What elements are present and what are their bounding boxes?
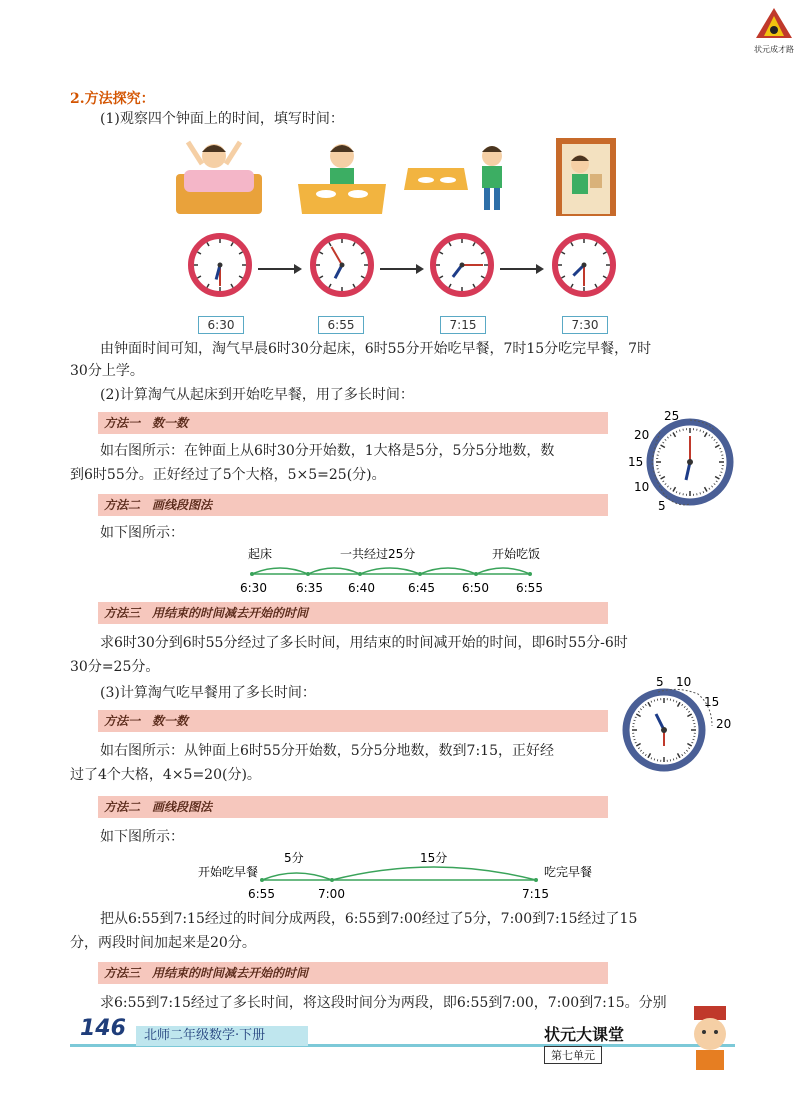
method-1-label: 方法一 数一数 [104, 416, 189, 430]
timeline2-seg1: 5分 [284, 851, 304, 865]
clock2-mark-20: 20 [716, 717, 732, 731]
summary-line-2: 30分上学。 [70, 363, 144, 379]
illustration-getting-up [174, 134, 266, 218]
section-heading: 2.方法探究： [70, 91, 155, 107]
method-3-label: 方法三 用结束的时间减去开始的时间 [104, 606, 309, 620]
see-below-2: 如下图所示： [100, 829, 184, 845]
clock2-mark-15: 15 [704, 695, 720, 709]
unit-label: 第七单元 [544, 1046, 602, 1064]
method-3-line-2: 30分=25分。 [70, 659, 160, 675]
clock-face-3 [433, 236, 491, 294]
method-1b-line-2: 过了4个大格，4×5=20(分)。 [70, 767, 261, 783]
clock1-mark-5: 5 [658, 499, 666, 512]
clock-face-2 [313, 236, 371, 294]
timeline2-tick-0: 6:55 [248, 887, 275, 901]
method-1b-band [98, 710, 608, 732]
timeline-1 [230, 544, 570, 598]
method-2b-label: 方法二 画线段图法 [104, 800, 213, 814]
split-line-1: 把从6:55到7:15经过的时间分成两段，6:55到7:00经过了5分，7:00到7:15经过了15 [100, 911, 638, 927]
timeline1-start-label: 起床 [248, 547, 273, 561]
question-3: (3)计算淘气吃早餐用了多长时间： [100, 685, 316, 701]
mascot-illustration [680, 1004, 740, 1074]
timeline1-tick-5: 6:55 [516, 581, 543, 595]
logo-text: 状元成才路 [754, 45, 794, 54]
clock1-mark-20: 20 [634, 428, 650, 442]
method-3-line-1: 求6时30分到6时55分经过了多长时间，用结束的时间减开始的时间，即6时55分-6时 [100, 635, 628, 651]
timeline1-tick-2: 6:40 [348, 581, 375, 595]
method-1-line-1: 如右图所示：在钟面上从6时30分开始数，1大格是5分，5分5分地数，数 [100, 443, 555, 459]
see-below-1: 如下图所示： [100, 525, 184, 541]
method-3-band [98, 602, 608, 624]
timeline2-tick-1: 7:00 [318, 887, 345, 901]
arrow-2 [380, 268, 422, 270]
timeline1-tick-3: 6:45 [408, 581, 435, 595]
last-line: 求6:55到7:15经过了多长时间，将这段时间分为两段，即6:55到7:00，7:00到7:15。分别 [100, 995, 667, 1011]
timeline1-tick-4: 6:50 [462, 581, 489, 595]
page-number: 146 [80, 1016, 126, 1041]
timeline2-seg2: 15分 [420, 851, 448, 865]
method-3b-label: 方法三 用结束的时间减去开始的时间 [104, 966, 309, 980]
clock1-mark-15: 15 [628, 455, 644, 469]
clock-row [180, 230, 620, 300]
split-line-2: 分，两段时间加起来是20分。 [70, 935, 256, 951]
illustration-finished-eating [404, 140, 514, 218]
clock2-mark-10: 10 [676, 675, 692, 689]
method-1-band [98, 412, 608, 434]
method-1b-line-1: 如右图所示：从钟面上6时55分开始数，5分5分地数，数到7:15，正好经 [100, 743, 554, 759]
clock1-mark-25: 25 [664, 409, 680, 423]
arrow-1 [258, 268, 300, 270]
timeline1-tick-1: 6:35 [296, 581, 323, 595]
time-box-1: 6:30 [198, 316, 244, 334]
method-2-band [98, 494, 608, 516]
method-2b-band [98, 796, 608, 818]
counting-clock-1 [624, 408, 736, 512]
logo [752, 6, 796, 54]
time-box-4: 7:30 [562, 316, 608, 334]
timeline1-tick-0: 6:30 [240, 581, 267, 595]
timeline2-tick-2: 7:15 [522, 887, 549, 901]
method-3b-band [98, 962, 608, 984]
question-1: (1)观察四个钟面上的时间，填写时间： [100, 111, 344, 127]
clock2-mark-5: 5 [656, 675, 664, 689]
clock1-mark-10: 10 [634, 480, 650, 494]
timeline1-end-label: 开始吃饭 [492, 547, 541, 561]
illustration-breakfast [296, 134, 388, 218]
clock-face-1 [191, 236, 249, 294]
counting-clock-2 [618, 672, 738, 772]
arrow-3 [500, 268, 542, 270]
illustration-going-to-school [552, 134, 622, 218]
summary-line-1: 由钟面时间可知，淘气早晨6时30分起床，6时55分开始吃早餐，7时15分吃完早餐，7时 [100, 341, 652, 357]
method-1-line-2: 到6时55分。正好经过了5个大格，5×5=25(分)。 [70, 467, 386, 483]
timeline2-start-label: 开始吃早餐 [198, 865, 259, 879]
timeline2-end-label: 吃完早餐 [544, 865, 593, 879]
question-2: (2)计算淘气从起床到开始吃早餐，用了多长时间： [100, 387, 414, 403]
book-title: 北师二年级数学·下册 [136, 1026, 308, 1046]
timeline1-mid-label: 一共经过25分 [340, 547, 416, 561]
method-2-label: 方法二 画线段图法 [104, 498, 213, 512]
time-box-3: 7:15 [440, 316, 486, 334]
method-1b-label: 方法一 数一数 [104, 714, 189, 728]
time-box-2: 6:55 [318, 316, 364, 334]
timeline-2 [196, 846, 616, 904]
clock-face-4 [555, 236, 613, 294]
brand-name: 状元大课堂 [544, 1025, 625, 1044]
logo-mark-icon [752, 6, 796, 40]
